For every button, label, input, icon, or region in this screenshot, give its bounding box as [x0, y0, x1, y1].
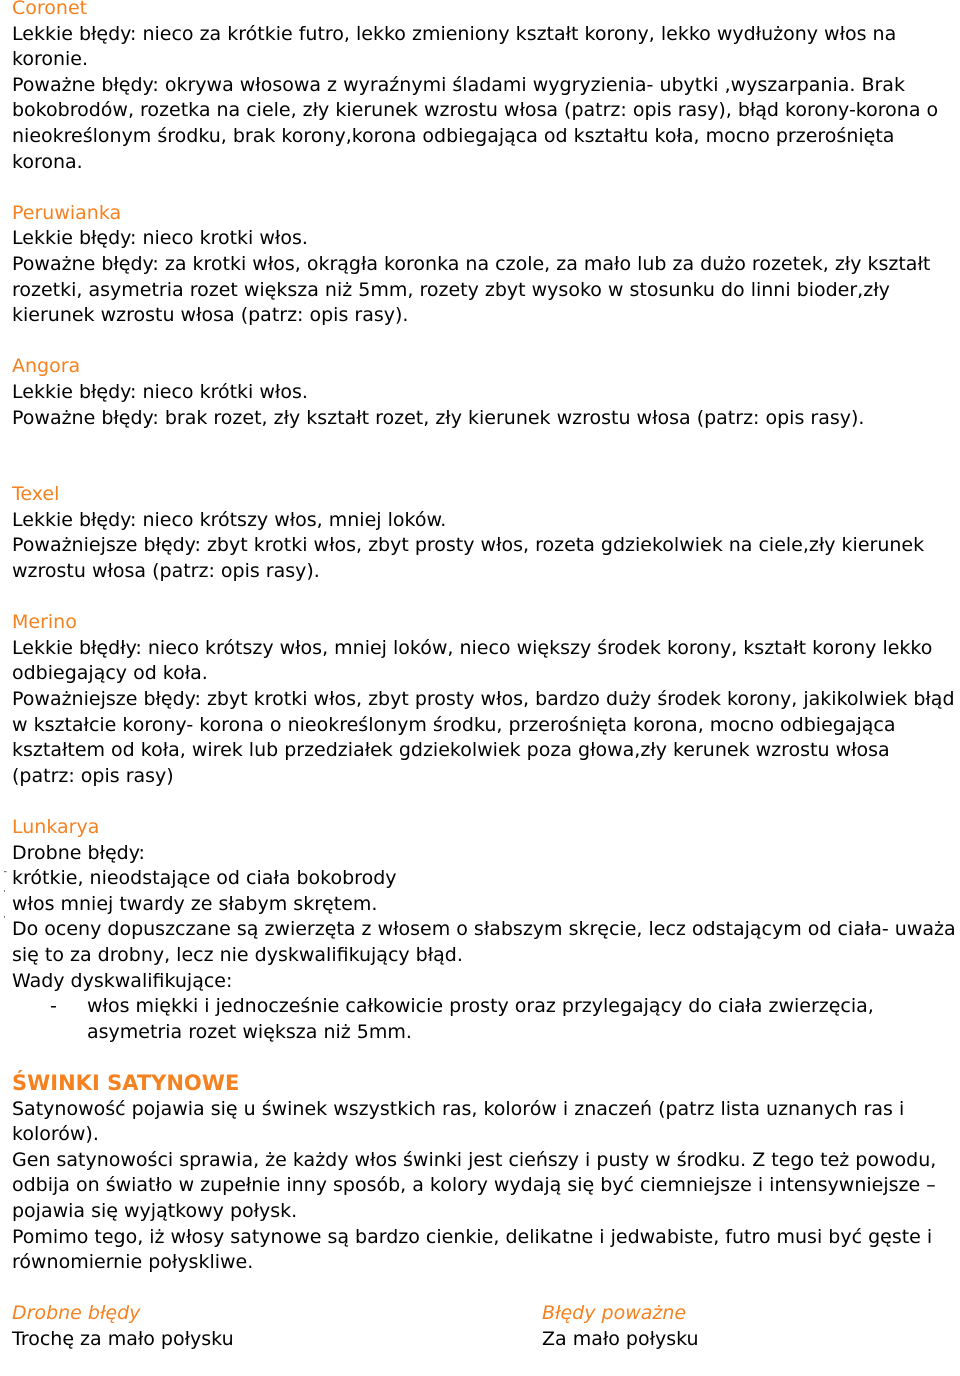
lunkarya-minor-label: Drobne błędy:	[12, 841, 145, 864]
lunkarya-disq-item: włos miękki i jednocześnie całkowicie prosty oraz przylegający do ciała zwierzęcia, asymetria rozet większa niż 5mm.	[87, 995, 874, 1043]
section-satin	[12, 1071, 956, 1353]
lunkarya-minor-item: włos mniej twardy ze słabym skrętem.	[12, 892, 378, 915]
texel-serious-faults: Poważniejsze błędy: zbyt krotki włos, zbyt prosty włos, rozeta gdziekolwiek na ciele,zły kierunek wzrostu włosa (patrz: opis rasy).	[12, 534, 925, 583]
satin-serious-item: Za mało połysku	[542, 1327, 699, 1350]
section-angora	[12, 354, 956, 431]
heading-satin-minor: Drobne błędy	[12, 1302, 141, 1325]
heading-lunkarya: Lunkarya	[12, 816, 100, 838]
satin-para-2: Gen satynowości sprawia, że każdy włos świnki jest cieńszy i pusty w środku. Z tego też powodu, odbija on światło w zupełnie inny sposób, a kolory wydają się być ciemniejsze i intensywniejsze – pojawia się wyjątkowy połysk.	[12, 1148, 937, 1222]
peruwianka-serious-faults: Poważne błędy: za krotki włos, okrągła koronka na czole, za mało lub za dużo rozetek, zły kształt rozetki, asymetria rozet większa niż 5mm, rozety zbyt wysoko w stosunku do linni bioder,zły kierunek wzrostu włosa (patrz: opis rasy).	[12, 252, 931, 327]
heading-peruwianka: Peruwianka	[12, 201, 122, 224]
angora-light-faults: Lekkie błędy: nieco krótki włos.	[12, 380, 308, 403]
heading-angora: Angora	[12, 355, 81, 378]
lunkarya-minor-item: krótkie, nieodstające od ciała bokobrody	[12, 867, 397, 890]
spacer	[12, 329, 956, 355]
spacer	[12, 1276, 956, 1302]
heading-merino: Merino	[12, 611, 77, 634]
coronet-serious-faults: Poważne błędy: okrywa włosowa z wyraźnymi śladami wygryzienia- ubytki ,wyszarpania. Brak bokobrodów, rozetka na ciele, zły kierunek wzrostu włosa (patrz: opis rasy), błąd korony-korona o nieokreślonym środku, brak korony,korona odbiegająca od kształtu koła, mocno przerośnięta korona.	[12, 73, 939, 173]
bullet-marker-icon: ·	[3, 913, 6, 923]
lunkarya-disq-label: Wady dyskwalifikujące:	[12, 969, 233, 992]
merino-serious-faults: Poważniejsze błędy: zbyt krotki włos, zbyt prosty włos, bardzo duży środek korony, jakikolwiek błąd w kształcie korony- korona o nieokreślonym środku, przerośnięta korona, mocno odbiegająca kształtem od koła, wirek lub przedziałek gdziekolwiek poza głowa,zły kerunek wzrostu włosa (patrz: opis rasy)	[12, 688, 955, 787]
section-merino	[12, 610, 956, 789]
list-item	[12, 994, 956, 1045]
satin-minor-column	[12, 1301, 542, 1352]
document-page	[3, 0, 956, 1352]
spacer	[12, 175, 956, 201]
lunkarya-note: Do oceny dopuszczane są zwierzęta z włosem o słabszym skręcie, lecz odstającym od ciała- uważa się to za drobny, lecz nie dyskwalifikujący błąd.	[12, 918, 956, 966]
satin-para-3: Pomimo tego, iż włosy satynowe są bardzo cienkie, delikatne i jedwabiste, futro musi być gęste i równomiernie połyskliwe.	[12, 1225, 933, 1274]
satin-serious-column	[542, 1301, 956, 1352]
dash-bullet: -	[50, 995, 57, 1018]
coronet-light-faults: Lekkie błędy: nieco za krótkie futro, lekko zmieniony kształt korony, lekko wydłużony włos na koronie.	[12, 22, 897, 71]
bullet-marker-icon: ¯	[3, 871, 8, 881]
heading-coronet: Coronet	[12, 0, 88, 19]
satin-faults-columns	[12, 1301, 956, 1352]
section-peruwianka	[12, 201, 956, 329]
bullet-marker-icon: ·	[3, 887, 6, 897]
section-texel	[12, 482, 956, 584]
angora-serious-faults: Poważne błędy: brak rozet, zły kształt rozet, zły kierunek wzrostu włosa (patrz: opis rasy).	[12, 406, 865, 429]
satin-minor-item: Trochę za mało połysku	[12, 1327, 234, 1350]
section-coronet	[12, 0, 956, 175]
peruwianka-light-faults: Lekkie błędy: nieco krotki włos.	[12, 227, 308, 250]
spacer	[12, 789, 956, 815]
spacer	[12, 1045, 956, 1071]
heading-texel: Texel	[12, 483, 60, 506]
heading-satin-serious: Błędy poważne	[542, 1302, 687, 1325]
merino-light-faults: Lekkie błędły: nieco krótszy włos, mniej loków, nieco większy środek korony, kształt korony lekko odbiegający od koła.	[12, 636, 933, 685]
spacer	[12, 585, 956, 611]
texel-light-faults: Lekkie błędy: nieco krótszy włos, mniej loków.	[12, 508, 447, 531]
satin-para-1: Satynowość pojawia się u świnek wszystkich ras, kolorów i znaczeń (patrz lista uznanych ras i kolorów).	[12, 1097, 905, 1146]
heading-satin: ŚWINKI SATYNOWE	[12, 1070, 240, 1095]
spacer	[12, 431, 956, 482]
section-lunkarya	[3, 815, 956, 1045]
lunkarya-disq-list	[12, 994, 956, 1045]
